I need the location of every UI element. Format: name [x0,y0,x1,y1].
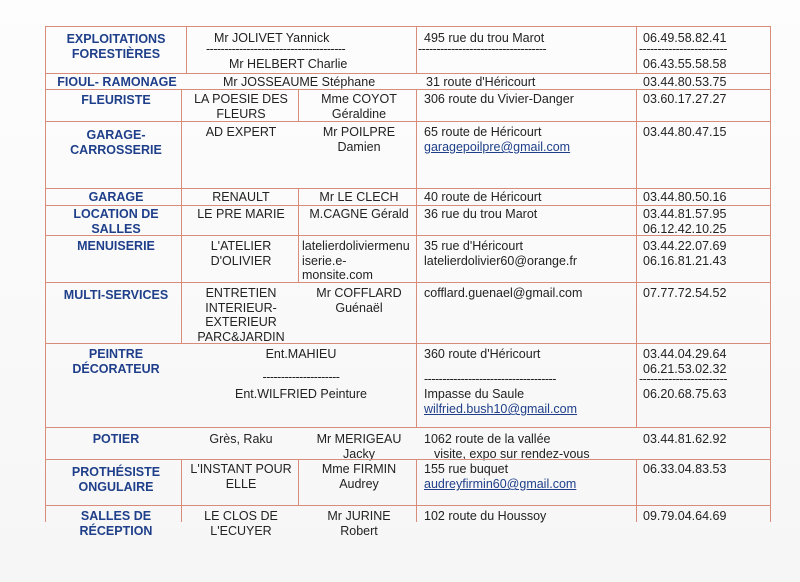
phone-number: 03.44.81.62.92 [643,432,727,446]
category-label: GARAGE- CARROSSERIE [70,128,162,157]
table-row [46,188,770,205]
address: 495 rue du trou Marot [424,31,545,45]
phone-number: 03.44.80.53.75 [643,75,727,89]
table-row [46,26,770,73]
category-label: PROTHÉSISTE ONGULAIRE [71,465,161,494]
phone-number: 06.33.04.83.53 [643,462,727,476]
category-label: GARAGE [88,190,144,204]
phone-number: 03.44.04.29.64 06.21.53.02.32 [643,347,727,376]
phone-number: 03.60.17.27.27 [643,92,727,106]
separator: ------------------------------------ [424,372,556,386]
company-name: Ent.MAHIEU [265,347,337,361]
table-row [46,505,770,538]
table-row [46,235,770,283]
email-link[interactable]: audreyfirmin60@gmail.com [424,477,577,491]
company-name: L'INSTANT POUR ELLE [190,462,292,491]
category-label: FLEURISTE [81,93,151,107]
phone-number: 03.44.22.07.69 06.16.81.21.43 [643,239,727,268]
phone-number: 06.43.55.58.58 [643,57,727,71]
separator: ----------------------------------- [418,42,547,56]
address: 40 route de Héricourt [424,190,542,204]
column-divider [636,459,637,522]
column-divider [186,26,187,73]
company-name: Ent.WILFRIED Peinture [235,387,367,401]
address: 155 rue buquet [424,462,509,476]
phone-number: 07.77.72.54.52 [643,286,727,300]
column-divider [298,188,299,282]
separator: -------------------------------------- [206,42,346,56]
company-name: RENAULT [212,190,270,204]
column-divider [416,459,417,522]
phone-number: 06.49.58.82.41 [643,31,727,45]
contact-name: Mr MERIGEAU Jacky [316,432,402,461]
address: 31 route d'Héricourt [426,75,536,89]
table-row [46,459,770,506]
address: 35 rue d'Héricourt latelierdolivier60@orange.fr [424,239,578,268]
table-row [46,89,770,122]
directory-table [45,26,771,538]
phone-number: 06.20.68.75.63 [643,387,727,401]
table-row [46,343,770,428]
column-divider [416,89,417,343]
contact-name: Mr POILPRE Damien [322,125,396,154]
website-text: latelierdoliviermenu iserie.e- monsite.com [302,239,410,282]
contact-name: Mr JOLIVET Yannick [214,31,330,45]
address: 306 route du Vivier-Danger [424,92,574,106]
table-row [46,282,770,344]
email-link[interactable]: wilfried.bush10@gmail.com [424,402,578,416]
column-divider [636,26,637,73]
company-name: L'ATELIER D'OLIVIER [210,239,272,268]
address: 36 rue du trou Marot [424,207,538,221]
company-name: LA POESIE DES FLEURS [194,92,288,121]
separator: --------------------- [262,370,340,384]
contact-name: Mme COYOT Géraldine [321,92,397,121]
separator: ------------------------ [639,42,727,56]
table-row [46,205,770,236]
address: 1062 route de la vallée visite, expo sur rendez-vous [424,432,590,461]
contact-name: M.CAGNE Gérald [309,207,409,221]
column-divider [181,89,182,343]
column-divider [298,89,299,121]
address: 65 route de Héricourt [424,125,542,139]
company-name: Grès, Raku [209,432,273,446]
contact-name: Mme FIRMIN Audrey [321,462,397,491]
company-name: LE CLOS DE L'ECUYER [204,509,278,538]
company-name: AD EXPERT [205,125,277,139]
contact-name: Mr JURINE Robert [327,509,391,538]
email-text: cofflard.guenael@gmail.com [424,286,583,300]
category-label: LOCATION DE SALLES [73,207,159,236]
category-label: EXPLOITATIONS FORESTIÈRES [66,32,166,61]
category-label: FIOUL- RAMONAGE [57,75,177,89]
table-row [46,427,770,460]
phone-number: 03.44.80.47.15 [643,125,727,139]
category-label: MENUISERIE [77,239,155,253]
column-divider [636,89,637,343]
column-divider [636,343,637,427]
column-divider [181,459,182,522]
separator: ------------------------ [639,372,727,386]
column-divider [298,459,299,505]
category-label: POTIER [92,432,140,446]
phone-number: 09.79.04.64.69 [643,509,727,523]
contact-name: Mr HELBERT Charlie [229,57,348,71]
phone-number: 03.44.80.50.16 [643,190,727,204]
column-divider [416,26,417,73]
category-label: MULTI-SERVICES [63,288,169,302]
contact-name: Mr JOSSEAUME Stéphane [223,75,376,89]
address: 102 route du Houssoy [424,509,547,523]
table-row [46,73,770,90]
address: 360 route d'Héricourt [424,347,541,361]
contact-name: Mr COFFLARD Guénaël [316,286,402,315]
company-name: ENTRETIEN INTERIEUR- EXTERIEUR PARC&JARDIN [197,286,285,344]
company-name: LE PRE MARIE [197,207,285,221]
column-divider [416,343,417,427]
contact-name: Mr LE CLECH [319,190,399,204]
email-link[interactable]: garagepoilpre@gmail.com [424,140,571,154]
category-label: SALLES DE RÉCEPTION [79,509,153,538]
phone-number: 03.44.81.57.95 06.12.42.10.25 [643,207,727,236]
category-label: PEINTRE DÉCORATEUR [72,347,160,376]
table-row [46,121,770,165]
address: Impasse du Saule [424,387,525,401]
